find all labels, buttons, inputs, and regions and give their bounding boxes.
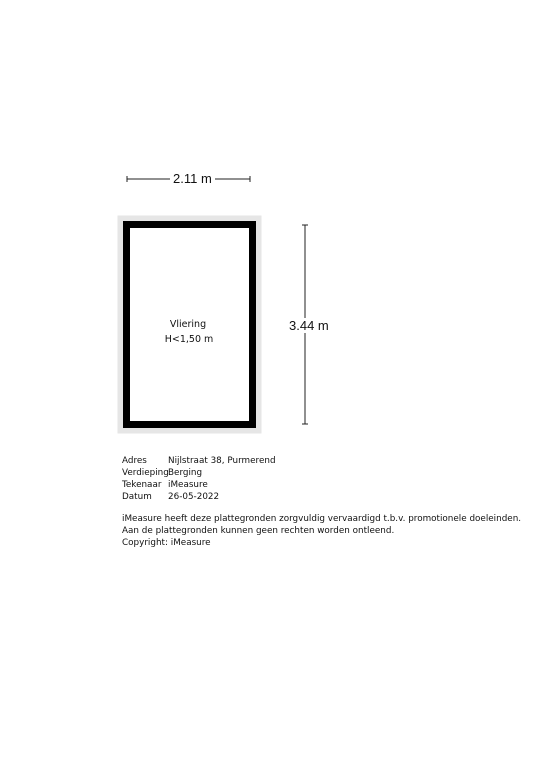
disclaimer-line: Aan de plattegronden kunnen geen rechten worden ontleend. — [122, 526, 395, 536]
info-value: iMeasure — [168, 480, 208, 490]
info-key: Datum — [122, 492, 152, 502]
info-value: Berging — [168, 468, 203, 478]
info-key: Adres — [122, 456, 147, 466]
info-key: Tekenaar — [122, 480, 162, 490]
room-height-note: H<1,50 m — [164, 334, 214, 345]
disclaimer — [122, 513, 521, 549]
width-dimension-label: 2.11 m — [170, 171, 215, 186]
info-key: Verdieping — [122, 468, 169, 478]
info-value: 26-05-2022 — [168, 492, 220, 502]
info-value: Nijlstraat 38, Purmerend — [168, 456, 276, 466]
disclaimer-line: iMeasure heeft deze plattegronden zorgvuldig vervaardigd t.b.v. promotionele doeleinden. — [122, 514, 522, 524]
height-dimension-label: 3.44 m — [289, 318, 329, 333]
info-row-drafter — [122, 479, 276, 491]
room-name: Vliering — [169, 319, 207, 330]
copyright-line: Copyright: iMeasure — [122, 538, 211, 548]
info-row-address — [122, 455, 276, 467]
info-row-date — [122, 491, 276, 503]
info-block — [122, 455, 276, 503]
info-row-floor — [122, 467, 276, 479]
